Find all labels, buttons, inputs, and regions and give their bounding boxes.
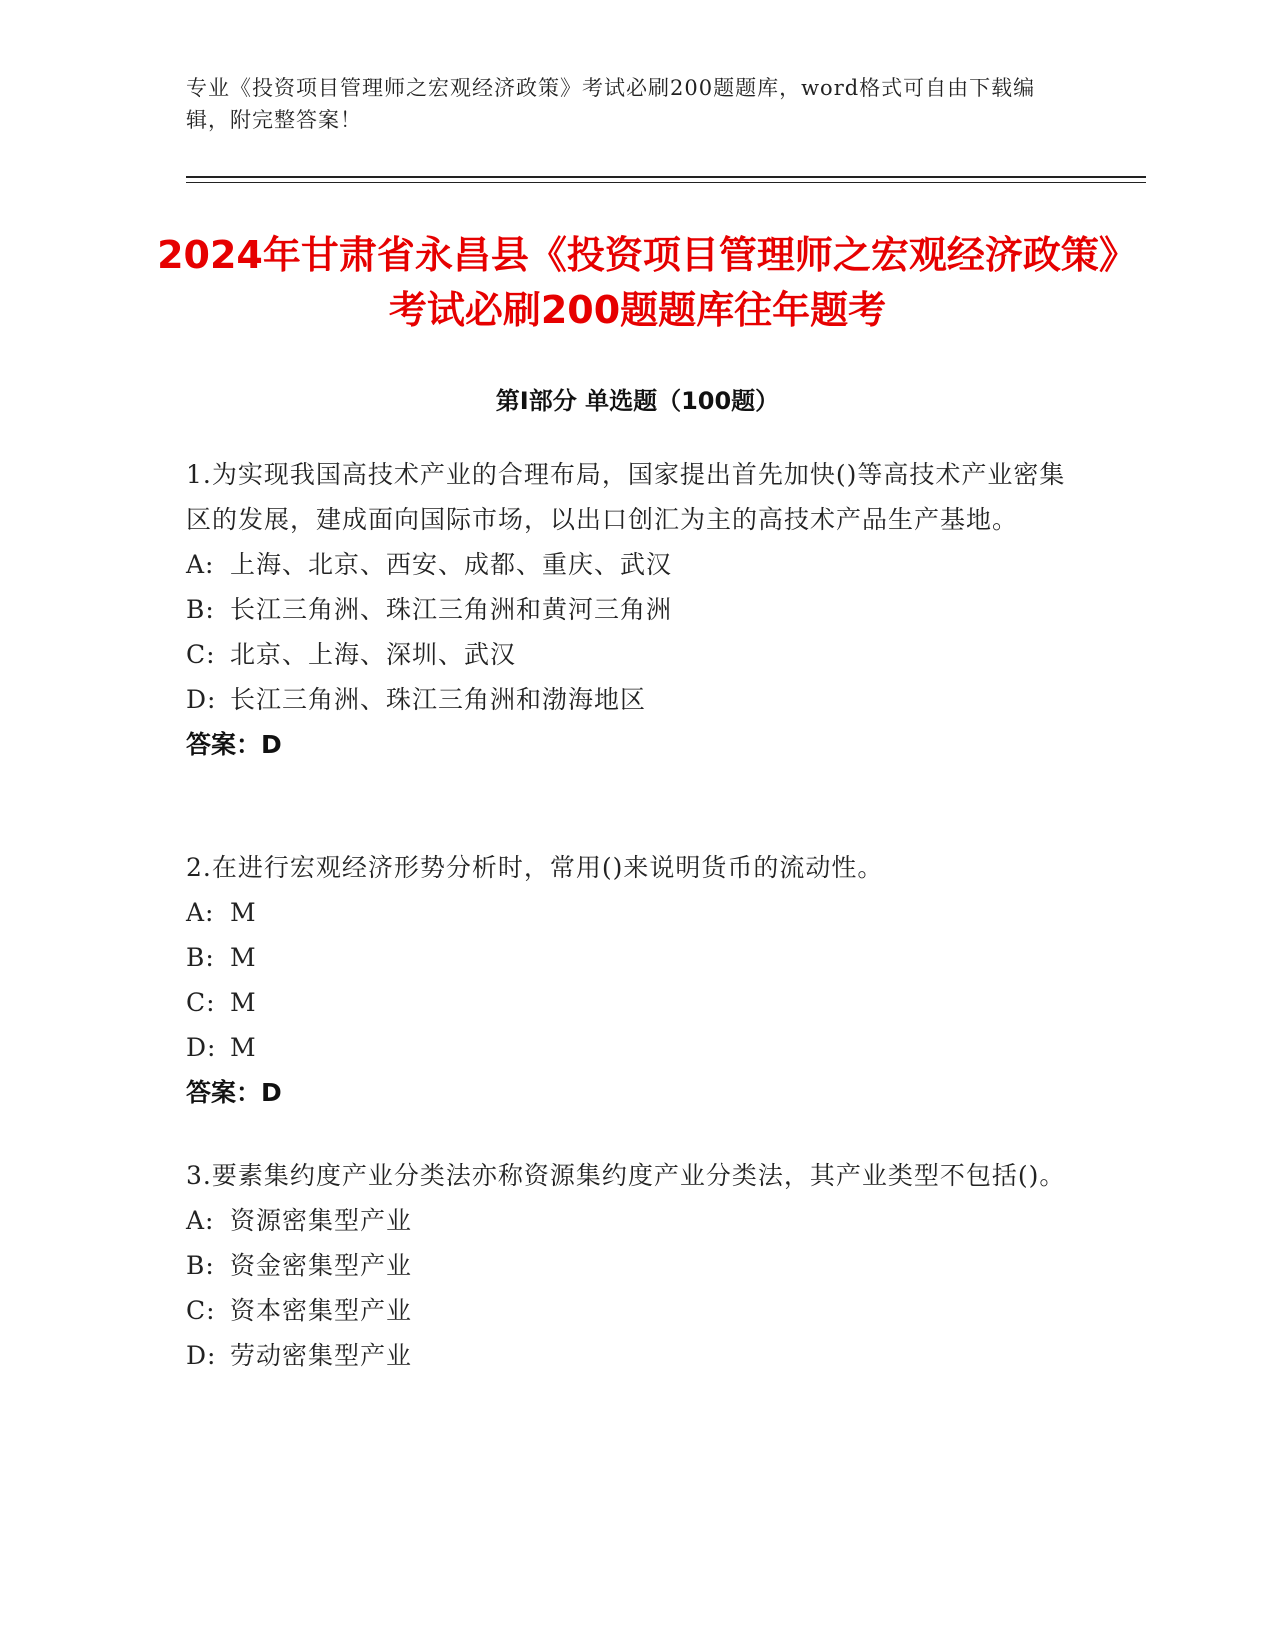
answer-line: 答案：D	[186, 730, 282, 759]
option-text: 资源密集型产业	[230, 1206, 413, 1235]
option-text: 长江三角洲、珠江三角洲和渤海地区	[230, 685, 647, 714]
question-1	[186, 452, 1066, 767]
document-title: 2024年甘肃省永昌县《投资项目管理师之宏观经济政策》考试必刷200题题库往年题考	[157, 233, 1118, 332]
option-letter: C:	[186, 1296, 216, 1325]
answer-line: 答案：D	[186, 1078, 282, 1107]
option-text: M	[230, 1033, 257, 1062]
option-d	[186, 677, 1066, 722]
option-c	[186, 632, 1066, 677]
option-text: 北京、上海、深圳、武汉	[230, 640, 517, 669]
option-text: M	[230, 988, 257, 1017]
option-letter: B:	[186, 943, 215, 972]
option-c	[186, 980, 1066, 1025]
option-text: 劳动密集型产业	[230, 1341, 413, 1370]
option-b	[186, 1243, 1066, 1288]
option-text: 上海、北京、西安、成都、重庆、武汉	[230, 550, 673, 579]
header-rule-thin	[186, 182, 1146, 183]
option-b	[186, 935, 1066, 980]
option-a	[186, 890, 1066, 935]
question-stem: 2.在进行宏观经济形势分析时，常用()来说明货币的流动性。	[186, 853, 884, 882]
option-d	[186, 1333, 1066, 1378]
option-b	[186, 587, 1066, 632]
option-letter: D:	[186, 1033, 217, 1062]
option-c	[186, 1288, 1066, 1333]
option-letter: C:	[186, 988, 216, 1017]
option-letter: A:	[186, 898, 215, 927]
option-text: 长江三角洲、珠江三角洲和黄河三角洲	[230, 595, 673, 624]
question-stem: 1.为实现我国高技术产业的合理布局，国家提出首先加快()等高技术产业密集区的发展，建成面向国际市场，以出口创汇为主的高技术产品生产基地。	[186, 460, 1066, 534]
question-stem: 3.要素集约度产业分类法亦称资源集约度产业分类法，其产业类型不包括()。	[186, 1161, 1066, 1190]
section-title: 第Ⅰ部分 单选题（100题）	[495, 387, 780, 415]
option-text: 资本密集型产业	[230, 1296, 413, 1325]
option-letter: A:	[186, 1206, 215, 1235]
option-letter: A:	[186, 550, 215, 579]
header-rule-thick	[186, 176, 1146, 178]
option-letter: D:	[186, 685, 217, 714]
option-text: 资金密集型产业	[230, 1251, 413, 1280]
option-text: M	[230, 943, 257, 972]
question-2	[186, 845, 1066, 1115]
option-letter: B:	[186, 1251, 215, 1280]
option-letter: D:	[186, 1341, 217, 1370]
question-3	[186, 1153, 1066, 1378]
option-letter: C:	[186, 640, 216, 669]
header-note: 专业《投资项目管理师之宏观经济政策》考试必刷200题题库，word格式可自由下载编辑，附完整答案！	[186, 76, 1036, 132]
option-letter: B:	[186, 595, 215, 624]
option-a	[186, 1198, 1066, 1243]
option-text: M	[230, 898, 257, 927]
option-a	[186, 542, 1066, 587]
option-d	[186, 1025, 1066, 1070]
